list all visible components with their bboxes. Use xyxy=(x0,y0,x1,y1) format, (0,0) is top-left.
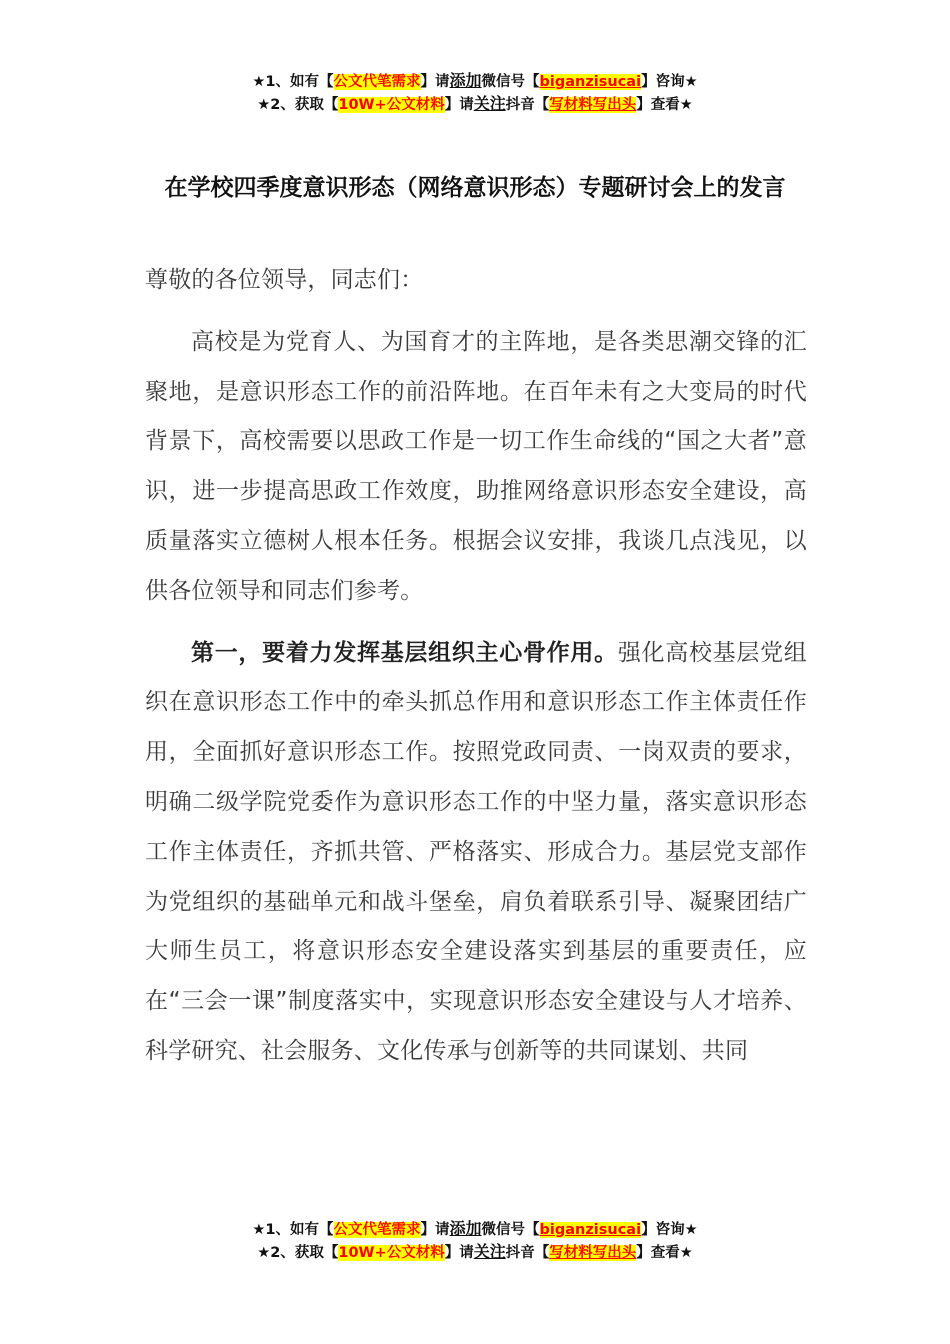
promo-action-follow: 关注 xyxy=(473,94,506,113)
promo-text: 抖音【 xyxy=(505,1245,550,1261)
promo-text: 抖音【 xyxy=(505,97,550,113)
promo-line-2 xyxy=(0,1241,950,1264)
promo-text: 】请 xyxy=(420,74,450,90)
salutation: 尊敬的各位领导，同志们： xyxy=(145,267,424,293)
promo-action-add: 添加 xyxy=(449,1219,482,1238)
document-body xyxy=(145,256,807,1089)
paragraph-lead: 第一，要着力发挥基层组织主心骨作用。 xyxy=(191,639,618,666)
promo-douyin-account[interactable]: 写材料写出头 xyxy=(549,1245,637,1261)
promo-text: 】咨询★ xyxy=(641,1222,698,1238)
promo-highlight-service: 公文代笔需求 xyxy=(333,74,421,90)
promo-highlight-materials: 10W+公文材料 xyxy=(338,1245,445,1261)
promo-header xyxy=(0,70,950,116)
paragraph-point-1 xyxy=(145,629,807,1077)
promo-wechat-id[interactable]: biganzisucai xyxy=(539,74,642,90)
promo-highlight-materials: 10W+公文材料 xyxy=(338,97,445,113)
paragraph-text: 强化高校基层党组织在意识形态工作中的牵头抓总作用和意识形态工作主体责任作用，全面抓好意识形态工作。按照党政同责、一岗双责的要求，明确二级学院党委作为意识形态工作的中坚力量，落实意识形态工作主体责任，齐抓共管、严格落实、形成合力。基层党支部作为党组织的基础单元和战斗堡垒，肩负着联系引导、凝聚团结广大师生员工，将意识形态安全建设落实到基层的重要责任，应在“三会一课”制度落实中，实现意识形态安全建设与人才培养、科学研究、社会服务、文化传承与创新等的共同谋划、共同 xyxy=(145,639,807,1064)
promo-text: 微信号【 xyxy=(481,74,540,90)
paragraph-intro xyxy=(145,318,807,617)
promo-text: 】请 xyxy=(420,1222,450,1238)
promo-action-add: 添加 xyxy=(449,71,482,90)
promo-line-1 xyxy=(0,70,950,93)
promo-wechat-id[interactable]: biganzisucai xyxy=(539,1222,642,1238)
promo-text: 】请 xyxy=(444,1245,474,1261)
promo-text: 】查看★ xyxy=(636,97,693,113)
promo-text: ★2、获取【 xyxy=(257,97,339,113)
promo-line-1 xyxy=(0,1218,950,1241)
promo-text: 】咨询★ xyxy=(641,74,698,90)
promo-text: 】请 xyxy=(444,97,474,113)
promo-line-2 xyxy=(0,93,950,116)
paragraph-text: 高校是为党育人、为国育才的主阵地，是各类思潮交锋的汇聚地，是意识形态工作的前沿阵地。在百年未有之大变局的时代背景下，高校需要以思政工作是一切工作生命线的“国之大者”意识，进一步提高思政工作效度，助推网络意识形态安全建设，高质量落实立德树人根本任务。根据会议安排，我谈几点浅见，以供各位领导和同志们参考。 xyxy=(145,328,807,604)
promo-action-follow: 关注 xyxy=(473,1242,506,1261)
document-title: 在学校四季度意识形态（网络意识形态）专题研讨会上的发言 xyxy=(164,175,786,202)
promo-text: ★1、如有【 xyxy=(252,1222,334,1238)
promo-text: 微信号【 xyxy=(481,1222,540,1238)
promo-text: 】查看★ xyxy=(636,1245,693,1261)
promo-text: ★1、如有【 xyxy=(252,74,334,90)
promo-text: ★2、获取【 xyxy=(257,1245,339,1261)
promo-footer xyxy=(0,1218,950,1264)
promo-highlight-service: 公文代笔需求 xyxy=(333,1222,421,1238)
promo-douyin-account[interactable]: 写材料写出头 xyxy=(549,97,637,113)
